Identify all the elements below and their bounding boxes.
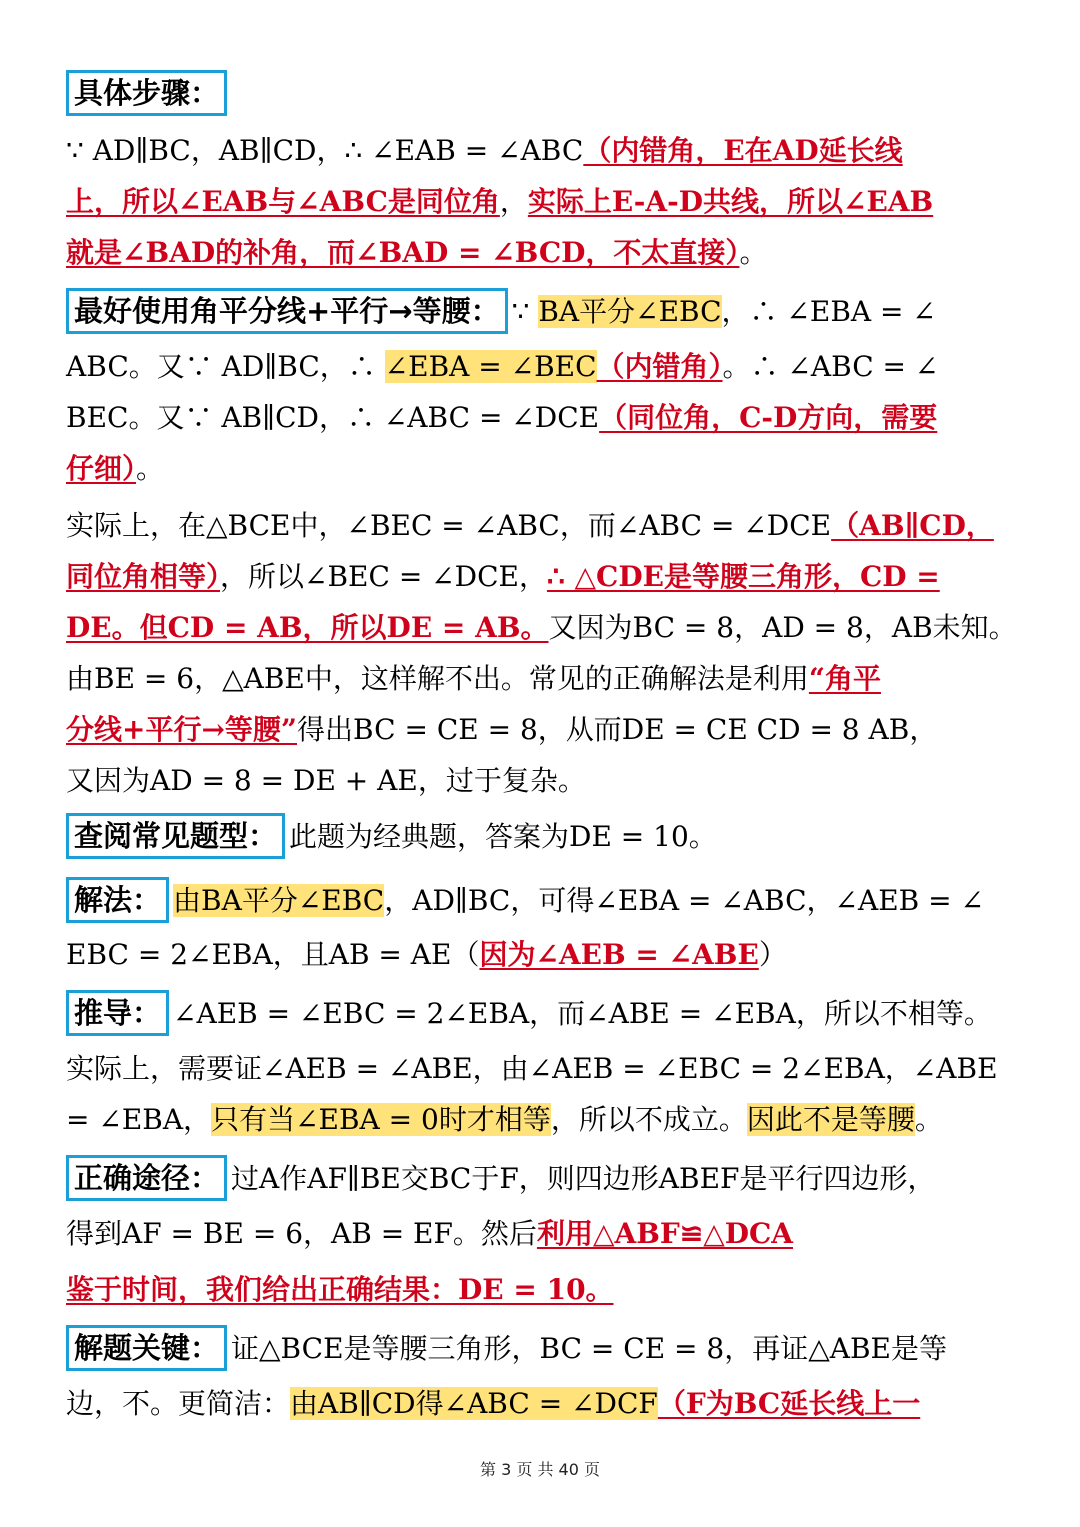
label-key-point: 解题关键： — [66, 1325, 227, 1371]
highlight-text: 因此不是等腰 — [746, 1103, 915, 1136]
highlight-text: 由BA平分∠EBC — [173, 884, 385, 917]
red-text: （同位角，C-D方向，需要 — [599, 401, 938, 434]
red-text: （F为BC延长线上一 — [657, 1387, 921, 1420]
red-text: ∴ △CDE是等腰三角形，CD = — [546, 560, 940, 593]
text: ，所以不成立。 — [550, 1103, 747, 1136]
text: 此题为经典题，答案为DE = 10。 — [289, 820, 717, 853]
text: 。 — [136, 452, 165, 485]
para-steps-line2 — [66, 125, 1016, 176]
red-text: （AB∥CD， — [831, 509, 994, 542]
red-text: 分线+平行→等腰” — [66, 713, 298, 746]
red-text: DE。但CD = AB，所以DE = AB。 — [66, 611, 549, 644]
text: ，AD∥BC，可得∠EBA = ∠ABC，∠AEB = ∠ — [384, 884, 984, 917]
text: 得出BC = CE = 8，从而DE = CE CD = 8 AB， — [297, 713, 938, 746]
label-best-method: 最好使用角平分线+平行→等腰： — [66, 288, 508, 334]
para-steps-line1 — [66, 68, 1016, 119]
para-best-line2 — [66, 341, 1016, 392]
red-text: 上，所以∠EAB与∠ABC是同位角 — [66, 185, 500, 218]
text: ABC。又∵ AD∥BC，∴ — [66, 350, 385, 383]
text: EBC = 2∠EBA，且AB = AE（ — [66, 938, 480, 971]
text: = ∠EBA， — [66, 1103, 212, 1136]
para-key-line2 — [66, 1378, 1016, 1429]
para-lookup — [66, 811, 1016, 862]
text: 。 — [739, 236, 768, 269]
text: ∵ — [511, 295, 539, 328]
text: 证△BCE是等腰三角形，BC = CE = 8，再证△ABE是等 — [231, 1332, 947, 1365]
text: 。 — [914, 1103, 943, 1136]
red-text: （内错角） — [596, 350, 723, 383]
highlight-text: ∠EBA = ∠BEC — [384, 350, 597, 383]
para-actual-line3 — [66, 602, 1016, 653]
text: 由BE = 6，△ABE中，这样解不出。常见的正确解法是利用 — [66, 662, 809, 695]
para-best-line1 — [66, 286, 1016, 337]
para-correct-line3 — [66, 1264, 1016, 1315]
para-solution-line2 — [66, 929, 1016, 980]
label-derivation: 推导： — [66, 990, 169, 1036]
para-actual-line2 — [66, 551, 1016, 602]
highlight-text: 由AB∥CD得∠ABC = ∠DCF — [290, 1387, 658, 1420]
text: 实际上，在△BCE中，∠BEC = ∠ABC，而∠ABC = ∠DCE — [66, 509, 832, 542]
red-text: “角平 — [808, 662, 881, 695]
para-actual-line5 — [66, 704, 1016, 755]
text: 过A作AF∥BE交BC于F，则四边形ABEF是平行四边形， — [231, 1162, 936, 1195]
text: ∠AEB = ∠EBC = 2∠EBA，而∠ABE = ∠EBA，所以不相等。 — [173, 997, 992, 1030]
label-specific-steps: 具体步骤： — [66, 70, 227, 116]
para-actual-line1 — [66, 500, 1016, 551]
para-key-line1 — [66, 1323, 1016, 1374]
para-steps-line4 — [66, 227, 1016, 278]
red-text: 实际上E-A-D共线，所以∠EAB — [527, 185, 934, 218]
label-lookup: 查阅常见题型： — [66, 813, 285, 859]
red-text: 就是∠BAD的补角，而∠BAD = ∠BCD，不太直接） — [66, 236, 740, 269]
text: 。∴ ∠ABC = ∠ — [722, 350, 939, 383]
highlight-text: 只有当∠EBA = 0时才相等 — [211, 1103, 551, 1136]
para-correct-line1 — [66, 1153, 1016, 1204]
text: BEC。又∵ AB∥CD，∴ ∠ABC = ∠DCE — [66, 401, 600, 434]
text: 又因为AD = 8 = DE + AE，过于复杂。 — [66, 764, 586, 797]
label-solution: 解法： — [66, 877, 169, 923]
text: 得到AF = BE = 6，AB = EF。然后 — [66, 1217, 537, 1250]
text: ∵ AD∥BC，AB∥CD，∴ ∠EAB = ∠ABC — [66, 134, 584, 167]
para-derive-line1 — [66, 988, 1016, 1039]
red-text: 鉴于时间，我们给出正确结果：DE = 10。 — [66, 1273, 614, 1306]
red-text: 同位角相等） — [66, 560, 221, 593]
red-text: （内错角，E在AD延长线 — [583, 134, 903, 167]
para-actual-line4 — [66, 653, 1016, 704]
para-actual-line6 — [66, 755, 1016, 806]
text: 边，不。更简洁： — [66, 1387, 291, 1420]
label-correct-path: 正确途径： — [66, 1155, 227, 1201]
para-steps-line3 — [66, 176, 1016, 227]
para-derive-line3 — [66, 1094, 1016, 1145]
text: 实际上，需要证∠AEB = ∠ABE，由∠AEB = ∠EBC = 2∠EBA，∠ABE — [66, 1052, 998, 1085]
red-text: 利用△ABF≌△DCA — [536, 1217, 794, 1250]
red-text: 仔细） — [66, 452, 137, 485]
text: ，所以∠BEC = ∠DCE， — [220, 560, 547, 593]
highlight-text: BA平分∠EBC — [538, 295, 722, 328]
text: ， — [499, 185, 528, 218]
text: ） — [758, 938, 787, 971]
red-text: 因为∠AEB = ∠ABE — [479, 938, 759, 971]
para-best-line3 — [66, 392, 1016, 443]
text: 又因为BC = 8，AD = 8，AB未知。 — [548, 611, 1017, 644]
para-correct-line2 — [66, 1208, 1016, 1259]
para-solution-line1 — [66, 875, 1016, 926]
para-best-line4 — [66, 443, 1016, 494]
page-footer: 第 3 页 共 40 页 — [480, 1460, 600, 1479]
para-derive-line2 — [66, 1043, 1016, 1094]
text: ，∴ ∠EBA = ∠ — [721, 295, 936, 328]
